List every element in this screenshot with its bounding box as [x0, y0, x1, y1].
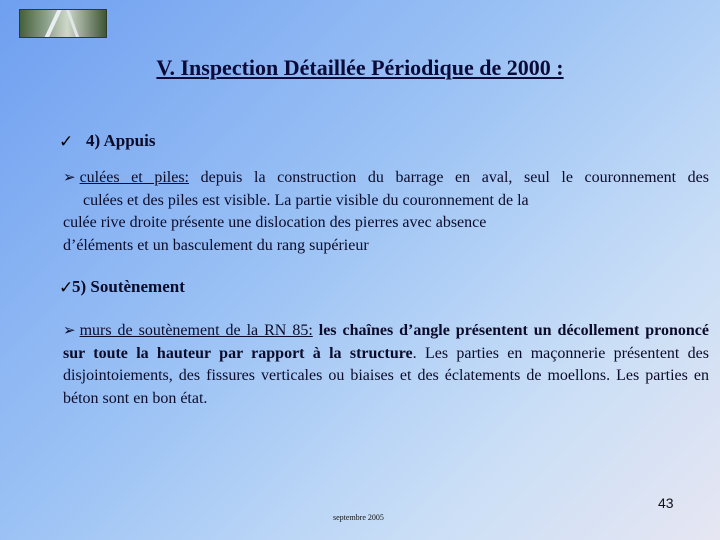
paragraph-appuis [63, 167, 709, 257]
text-soutenement-bold: les chaînes d’angle présentent un décollement prononcé sur toute la hauteur par rapport à la structure [63, 322, 709, 362]
section-heading-soutenement: 5) Soutènement [72, 277, 185, 296]
paragraph-line [63, 167, 709, 190]
footer-date: septembre 2005 [333, 513, 384, 522]
text-appuis-line3: culée rive droite présente une dislocation des pierres avec absence [63, 214, 487, 231]
checkmark-icon: ✓ [59, 278, 74, 297]
slide-title: V. Inspection Détaillée Périodique de 2000 : [156, 55, 564, 80]
arrow-bullet-icon: ➢ [63, 170, 76, 186]
text-appuis-line4: d’éléments et un basculement du rang supérieur [63, 236, 369, 254]
paragraph-soutenement [63, 320, 709, 410]
section-heading-appuis: 4) Appuis [86, 131, 156, 150]
text-appuis-line1: depuis la construction du barrage en aval, seul le couronnement des [189, 169, 710, 186]
text-appuis-line2: culées et des piles est visible. La partie visible du couronnement de la [83, 191, 529, 209]
text-soutenement-plain: . Les parties en maçonnerie présentent des disjointoiements, des fissures verticales ou biaises et des éclatements de moellons. Les parties en béton sont en bon état. [63, 344, 709, 407]
arrow-bullet-icon: ➢ [63, 323, 76, 339]
header-photo-thumbnail [19, 9, 107, 38]
link-murs-soutenement: murs de soutènement de la RN 85: [79, 322, 313, 339]
link-culees-piles: culées et piles: [79, 169, 189, 186]
checkmark-icon: ✓ [59, 132, 74, 151]
page-number: 43 [658, 495, 674, 511]
